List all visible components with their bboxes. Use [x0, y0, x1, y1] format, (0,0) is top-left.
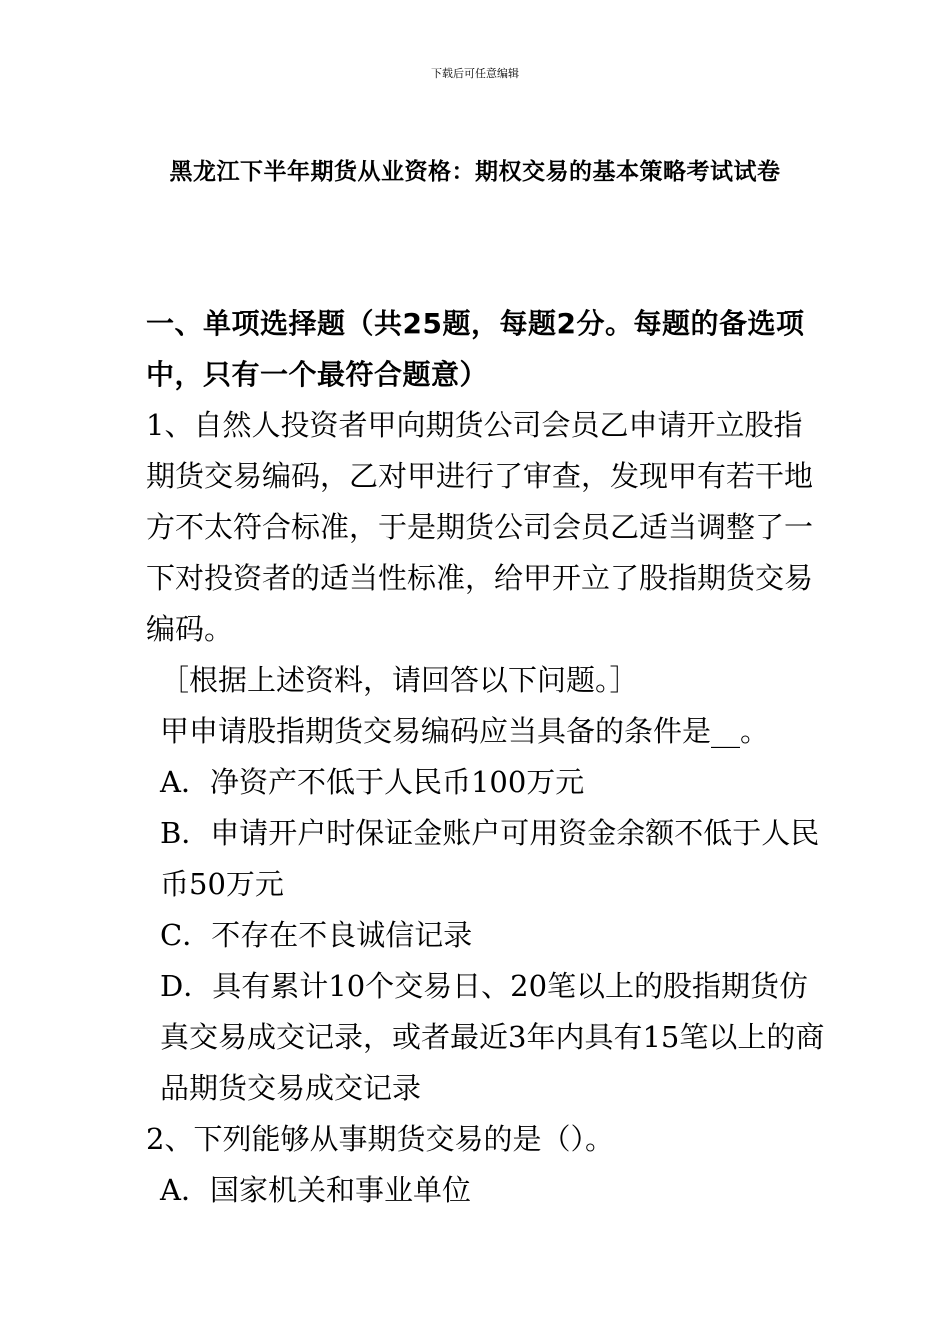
question-2-stem: 2、下列能够从事期货交易的是（）。 [146, 1122, 614, 1156]
question-1-option-c: C．不存在不良诚信记录 [160, 918, 473, 952]
question-1-option-d: D．具有累计10个交易日、20笔以上的股指期货仿真交易成交记录，或者最近3年内具有15笔以上的商品期货交易成交记录 [160, 969, 825, 1105]
question-1-prompt: 甲申请股指期货交易编码应当具备的条件是__。 [160, 714, 770, 748]
document-title: 黑龙江下半年期货从业资格：期权交易的基本策略考试试卷 [169, 159, 781, 185]
question-1-option-a: A．净资产不低于人民币100万元 [160, 765, 585, 799]
question-1-stem: 1、自然人投资者甲向期货公司会员乙申请开立股指期货交易编码，乙对甲进行了审查，发现甲有若干地方不太符合标准，于是期货公司会员乙适当调整了一下对投资者的适当性标准，给甲开立了股指期货交易编码。 [146, 408, 814, 646]
document-body [146, 298, 826, 1216]
question-2-option-a: A．国家机关和事业单位 [160, 1173, 471, 1207]
header-note: 下载后可任意编辑 [431, 67, 519, 80]
question-1-context: ［根据上述资料，请回答以下问题。］ [160, 663, 639, 697]
question-1-option-b: B．申请开户时保证金账户可用资金余额不低于人民币50万元 [160, 816, 820, 901]
section-heading: 一、单项选择题（共25题，每题2分。每题的备选项中，只有一个最符合题意） [146, 307, 805, 391]
